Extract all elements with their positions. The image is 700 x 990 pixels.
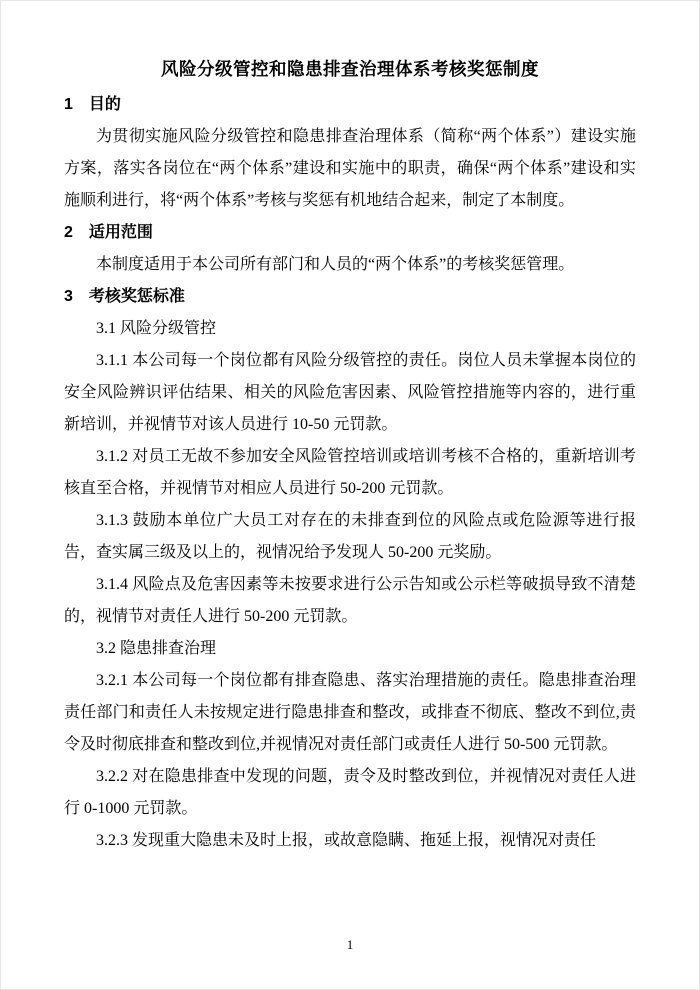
- sub-heading: 3.1 风险分级管控: [96, 320, 217, 337]
- paragraph: 3.1.2 对员工无故不参加安全风险管控培训或培训考核不合格的，重新培训考核直至合格，并视情节对相应人员进行 50-200 元罚款。: [64, 448, 636, 497]
- paragraph: 3.2.2 对在隐患排查中发现的问题，责令及时整改到位，并视情况对责任人进行 0-1000 元罚款。: [64, 768, 636, 817]
- paragraph: 3.2.3 发现重大隐患未及时上报，或故意隐瞒、拖延上报，视情况对责任: [96, 832, 597, 849]
- paragraph: 3.1.4 风险点及危害因素等未按要求进行公示告知或公示栏等破损导致不清楚的，视情节对责任人进行 50-200 元罚款。: [64, 576, 636, 625]
- section-heading: 2 适用范围: [64, 224, 153, 241]
- section-heading: 3 考核奖惩标准: [64, 288, 185, 305]
- page-number: 1: [346, 937, 354, 952]
- section-heading: 1 目的: [64, 96, 121, 113]
- document-title: 风险分级管控和隐患排查治理体系考核奖惩制度: [161, 59, 539, 79]
- paragraph: 本制度适用于本公司所有部门和人员的“两个体系”的考核奖惩管理。: [96, 256, 575, 273]
- document-body: [64, 89, 636, 857]
- paragraph: 3.1.1 本公司每一个岗位都有风险分级管控的责任。岗位人员未掌握本岗位的安全风险辨识评估结果、相关的风险危害因素、风险管控措施等内容的，进行重新培训，并视情节对该人员进行 10-50 元罚款。: [64, 352, 636, 433]
- paragraph: 3.1.3 鼓励本单位广大员工对存在的未排查到位的风险点或危险源等进行报告，查实属三级及以上的，视情况给予发现人 50-200 元奖励。: [64, 512, 636, 561]
- paragraph: 3.2.1 本公司每一个岗位都有排查隐患、落实治理措施的责任。隐患排查治理责任部门和责任人未按规定进行隐患排查和整改，或排查不彻底、整改不到位,责令及时彻底排查和整改到位,并视情况对责任部门或责任人进行 50-500 元罚款。: [64, 672, 636, 753]
- paragraph: 为贯彻实施风险分级管控和隐患排查治理体系（简称“两个体系”）建设实施方案，落实各岗位在“两个体系”建设和实施中的职责，确保“两个体系”建设和实施顺利进行，将“两个体系”考核与奖惩有机地结合起来，制定了本制度。: [64, 128, 636, 209]
- sub-heading: 3.2 隐患排查治理: [96, 640, 217, 657]
